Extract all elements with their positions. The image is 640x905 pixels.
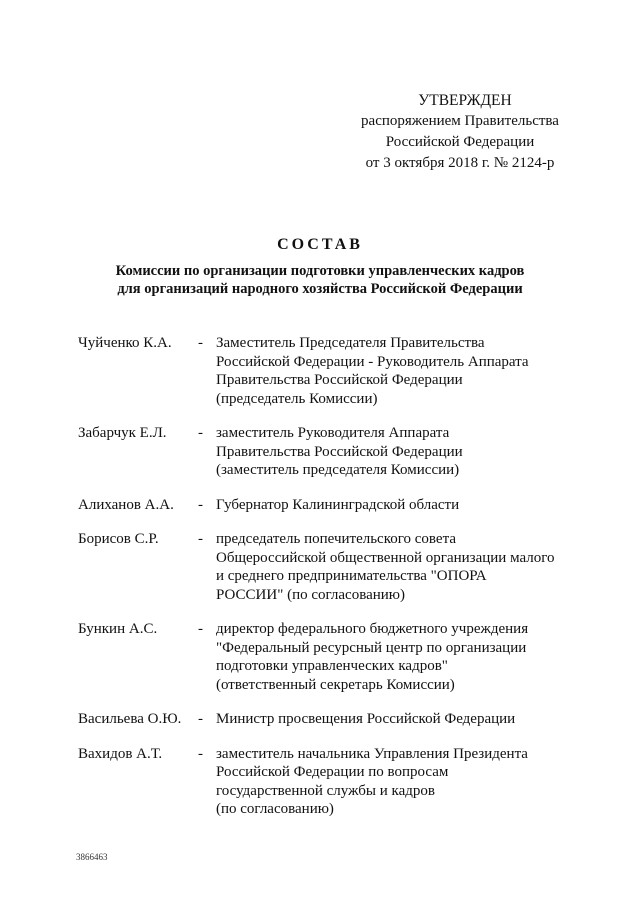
member-role: Заместитель Председателя Правительства Российской Федерации - Руководитель Аппарата Правительства Российской Федерации (председатель Комиссии)	[216, 335, 529, 407]
member-name: Борисов С.Р.	[78, 531, 159, 547]
member-row	[78, 334, 598, 408]
document-subtitle	[60, 262, 580, 298]
subtitle-line-1: Комиссии по организации подготовки управленческих кадров	[115, 263, 525, 279]
document-title: СОСТАВ	[277, 236, 363, 253]
approval-line-1: распоряжением Правительства	[361, 113, 559, 129]
member-row	[78, 530, 598, 604]
member-role: заместитель начальника Управления Президента Российской Федерации по вопросам государственной службы и кадров (по согласованию)	[216, 745, 528, 817]
member-row	[78, 496, 598, 515]
member-dash: -	[198, 335, 203, 351]
members-list	[78, 334, 598, 835]
member-name: Васильева О.Ю.	[78, 711, 182, 727]
member-name: Вахидов А.Т.	[78, 745, 163, 762]
member-name: Чуйченко К.А.	[78, 335, 172, 351]
member-dash: -	[198, 496, 203, 513]
document-code: 3866463	[76, 852, 108, 862]
member-dash: -	[198, 711, 203, 727]
member-row	[78, 745, 598, 819]
member-role: заместитель Руководителя Аппарата Правительства Российской Федерации (заместитель председателя Комиссии)	[216, 425, 463, 478]
member-row	[78, 710, 598, 729]
member-row	[78, 620, 598, 694]
approval-block	[320, 90, 600, 174]
member-dash: -	[198, 745, 203, 762]
approval-status: УТВЕРЖДЕН	[418, 92, 512, 109]
member-name: Алиханов А.А.	[78, 496, 174, 513]
member-dash: -	[198, 425, 203, 441]
member-role: Губернатор Калининградской области	[216, 496, 460, 513]
member-name: Бункин А.С.	[78, 621, 158, 637]
member-role: председатель попечительского совета Общероссийской общественной организации малого и среднего предпринимательства "ОПОРА РОССИИ" (по согласованию)	[216, 531, 555, 603]
subtitle-line-2: для организаций народного хозяйства Российской Федерации	[117, 281, 523, 297]
member-name: Забарчук Е.Л.	[78, 425, 167, 441]
member-row	[78, 424, 598, 480]
approval-line-3: от 3 октября 2018 г. № 2124-р	[365, 155, 555, 171]
member-role: Министр просвещения Российской Федерации	[216, 711, 516, 727]
member-dash: -	[198, 621, 203, 637]
member-role: директор федерального бюджетного учреждения "Федеральный ресурсный центр по организации подготовки управленческих кадров" (ответственный секретарь Комиссии)	[216, 621, 529, 693]
approval-line-2: Российской Федерации	[385, 134, 535, 150]
member-dash: -	[198, 531, 203, 547]
